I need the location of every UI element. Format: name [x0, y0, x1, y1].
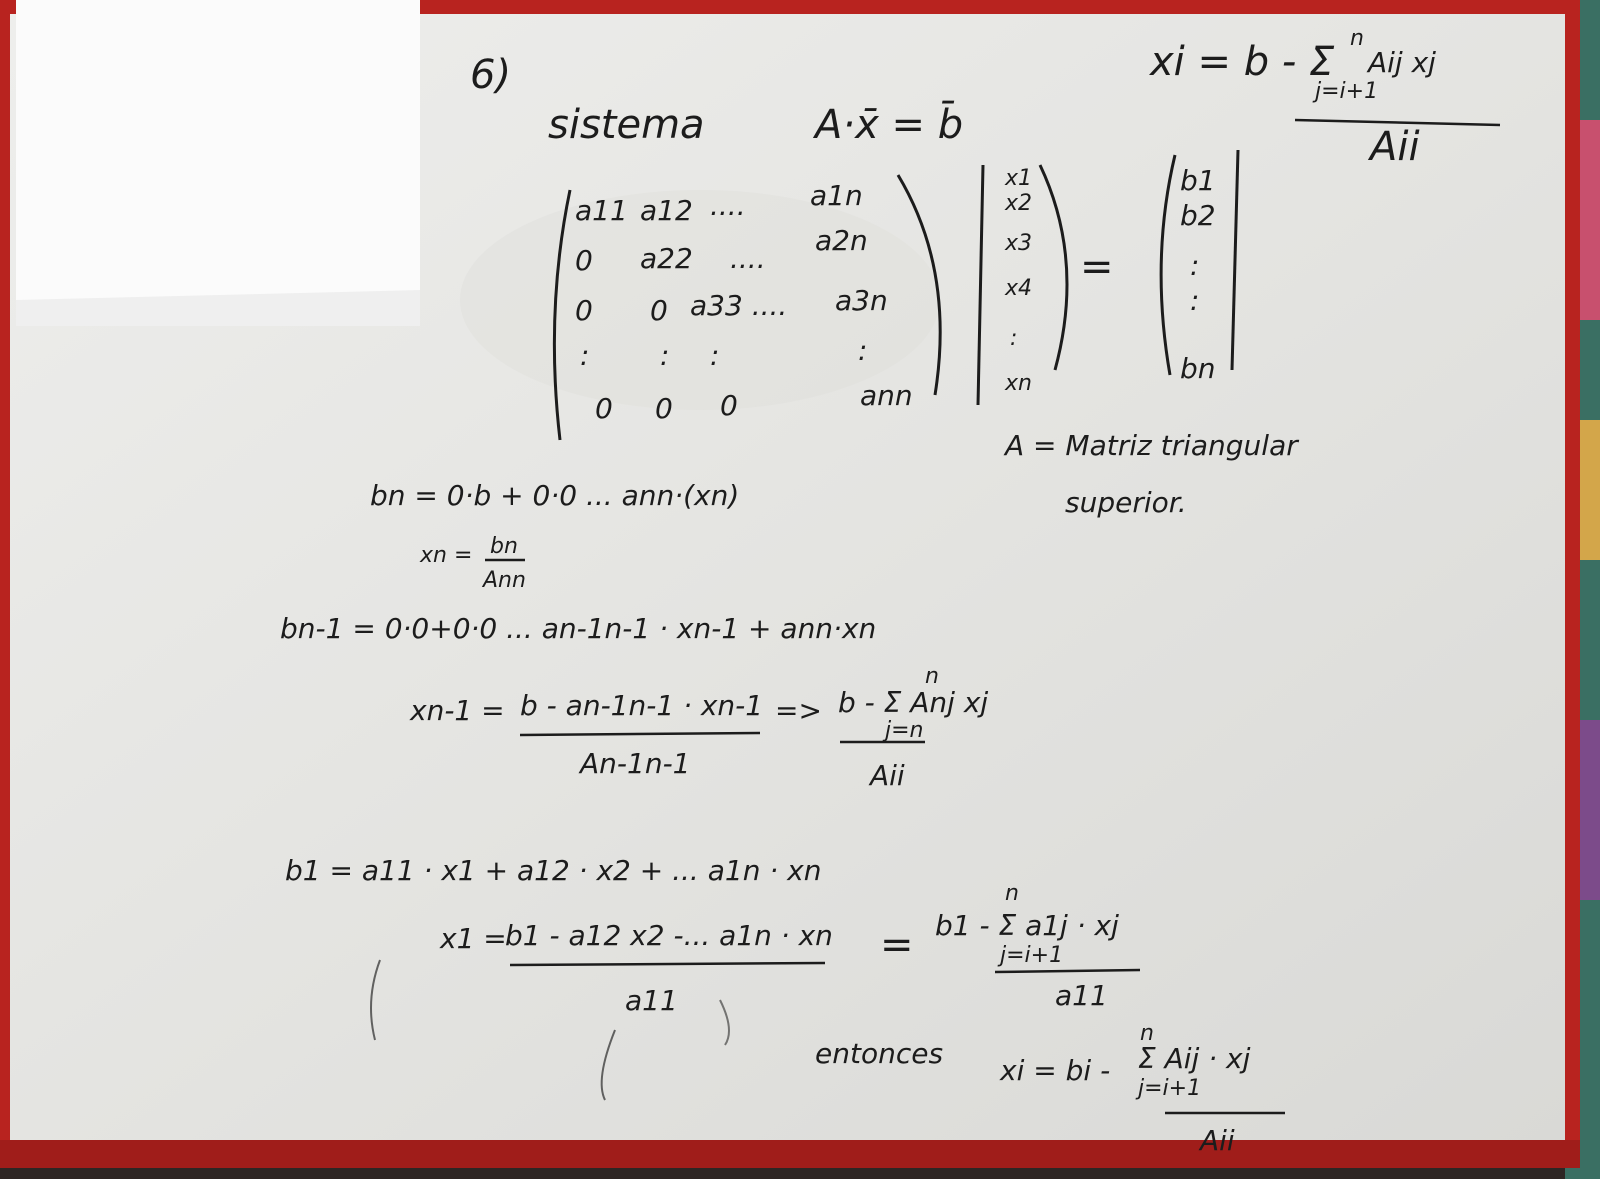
- sum-upper-limit: n: [925, 664, 939, 689]
- sum-upper-limit: n: [1005, 881, 1019, 906]
- x-vector-entry: x2: [1005, 191, 1033, 216]
- equation-xn-minus-1-denominator: An-1n-1: [580, 747, 691, 780]
- board-tray: [0, 1140, 1580, 1168]
- matrix-cell: :: [858, 334, 868, 367]
- conclusion-word: entonces: [815, 1037, 944, 1070]
- matrix-cell: 0: [575, 294, 593, 327]
- equation-xn-numerator: bn: [490, 534, 518, 559]
- equation-x1-lhs: x1 =: [440, 922, 507, 955]
- implies-arrow: =>: [775, 694, 822, 727]
- matrix-cell: a11: [575, 194, 628, 227]
- matrix-cell: 0: [655, 392, 673, 425]
- equation-x1-rhs-denominator: a11: [1055, 979, 1108, 1012]
- matrix-cell: ....: [710, 189, 746, 222]
- x-vector-entry: x4: [1005, 276, 1033, 301]
- final-formula-lhs: xi = bi -: [1000, 1054, 1111, 1087]
- matrix-cell: :: [580, 339, 590, 372]
- matrix-cell: :: [710, 339, 720, 372]
- equation-xn-minus-1-lhs: xn-1 =: [410, 694, 505, 727]
- matrix-cell: a22: [640, 242, 693, 275]
- equation-xn-minus-1-numerator: b - an-1n-1 · xn-1: [520, 689, 764, 722]
- matrix-cell: 0: [720, 389, 738, 422]
- problem-number: 6): [470, 52, 512, 98]
- equation-x1-equals: =: [880, 922, 914, 968]
- b-vector-entry: b2: [1180, 199, 1216, 232]
- sum-lower-limit: j=n: [885, 718, 924, 743]
- sum-upper-limit: n: [1140, 1021, 1154, 1046]
- equation-x1-numerator: b1 - a12 x2 -... a1n · xn: [505, 919, 833, 952]
- b-vector-entry: :: [1190, 284, 1200, 317]
- system-label: sistema: [548, 102, 705, 148]
- b-vector-entry: b1: [1180, 164, 1216, 197]
- top-formula-lhs: xi = b - Σ: [1150, 39, 1335, 85]
- matrix-cell: a3n: [835, 284, 888, 317]
- x-vector-entry: x3: [1005, 231, 1033, 256]
- matrix-cell: 0: [575, 244, 593, 277]
- equation-bn: bn = 0·b + 0·0 ... ann·(xn): [370, 479, 740, 512]
- matrix-cell: a2n: [815, 224, 868, 257]
- equation-b1: b1 = a11 · x1 + a12 · x2 + ... a1n · xn: [285, 854, 822, 887]
- equation-bn-minus-1: bn-1 = 0·0+0·0 ... an-1n-1 · xn-1 + ann·xn: [280, 612, 877, 645]
- top-formula-denominator: Aii: [1370, 124, 1420, 170]
- x-vector-entry: xn: [1005, 371, 1032, 396]
- matrix-note-line1: A = Matriz triangular: [1005, 429, 1298, 462]
- equation-xn-minus-1-rhs-numerator: b - Σ Anj xj: [838, 686, 989, 719]
- white-sticker: [16, 0, 420, 326]
- equation-xn-lhs: xn =: [420, 543, 473, 568]
- top-formula-sum-upper: n: [1350, 26, 1364, 51]
- matrix-cell: ann: [860, 379, 913, 412]
- sum-lower-limit: j=i+1: [1138, 1076, 1202, 1101]
- equation-x1-rhs-numerator: b1 - Σ a1j · xj: [935, 909, 1119, 942]
- x-vector-entry: :: [1010, 326, 1018, 351]
- equation-xn-denominator: Ann: [483, 568, 526, 593]
- final-formula-sum: Σ Aij · xj: [1138, 1042, 1251, 1075]
- matrix-cell: a12: [640, 194, 693, 227]
- equation-xn-minus-1-rhs-denominator: Aii: [870, 759, 905, 792]
- matrix-cell: a33 ....: [690, 289, 788, 322]
- sum-lower-limit: j=i+1: [1000, 943, 1064, 968]
- equation-x1-denominator: a11: [625, 984, 678, 1017]
- matrix-cell: :: [660, 339, 670, 372]
- matrix-equals: =: [1080, 244, 1114, 290]
- matrix-cell: ....: [730, 242, 766, 275]
- matrix-cell: 0: [650, 294, 668, 327]
- top-formula-sum-term: Aij xj: [1368, 46, 1436, 79]
- x-vector-entry: x1: [1005, 166, 1033, 191]
- top-formula-sum-lower: j=i+1: [1315, 79, 1379, 104]
- b-vector-entry: :: [1190, 249, 1200, 282]
- matrix-note-line2: superior.: [1065, 486, 1187, 519]
- system-equation: A·x̄ = b̄: [815, 102, 964, 148]
- matrix-cell: a1n: [810, 179, 863, 212]
- final-formula-denominator: Aii: [1200, 1124, 1235, 1157]
- b-vector-entry: bn: [1180, 352, 1216, 385]
- matrix-cell: 0: [595, 392, 613, 425]
